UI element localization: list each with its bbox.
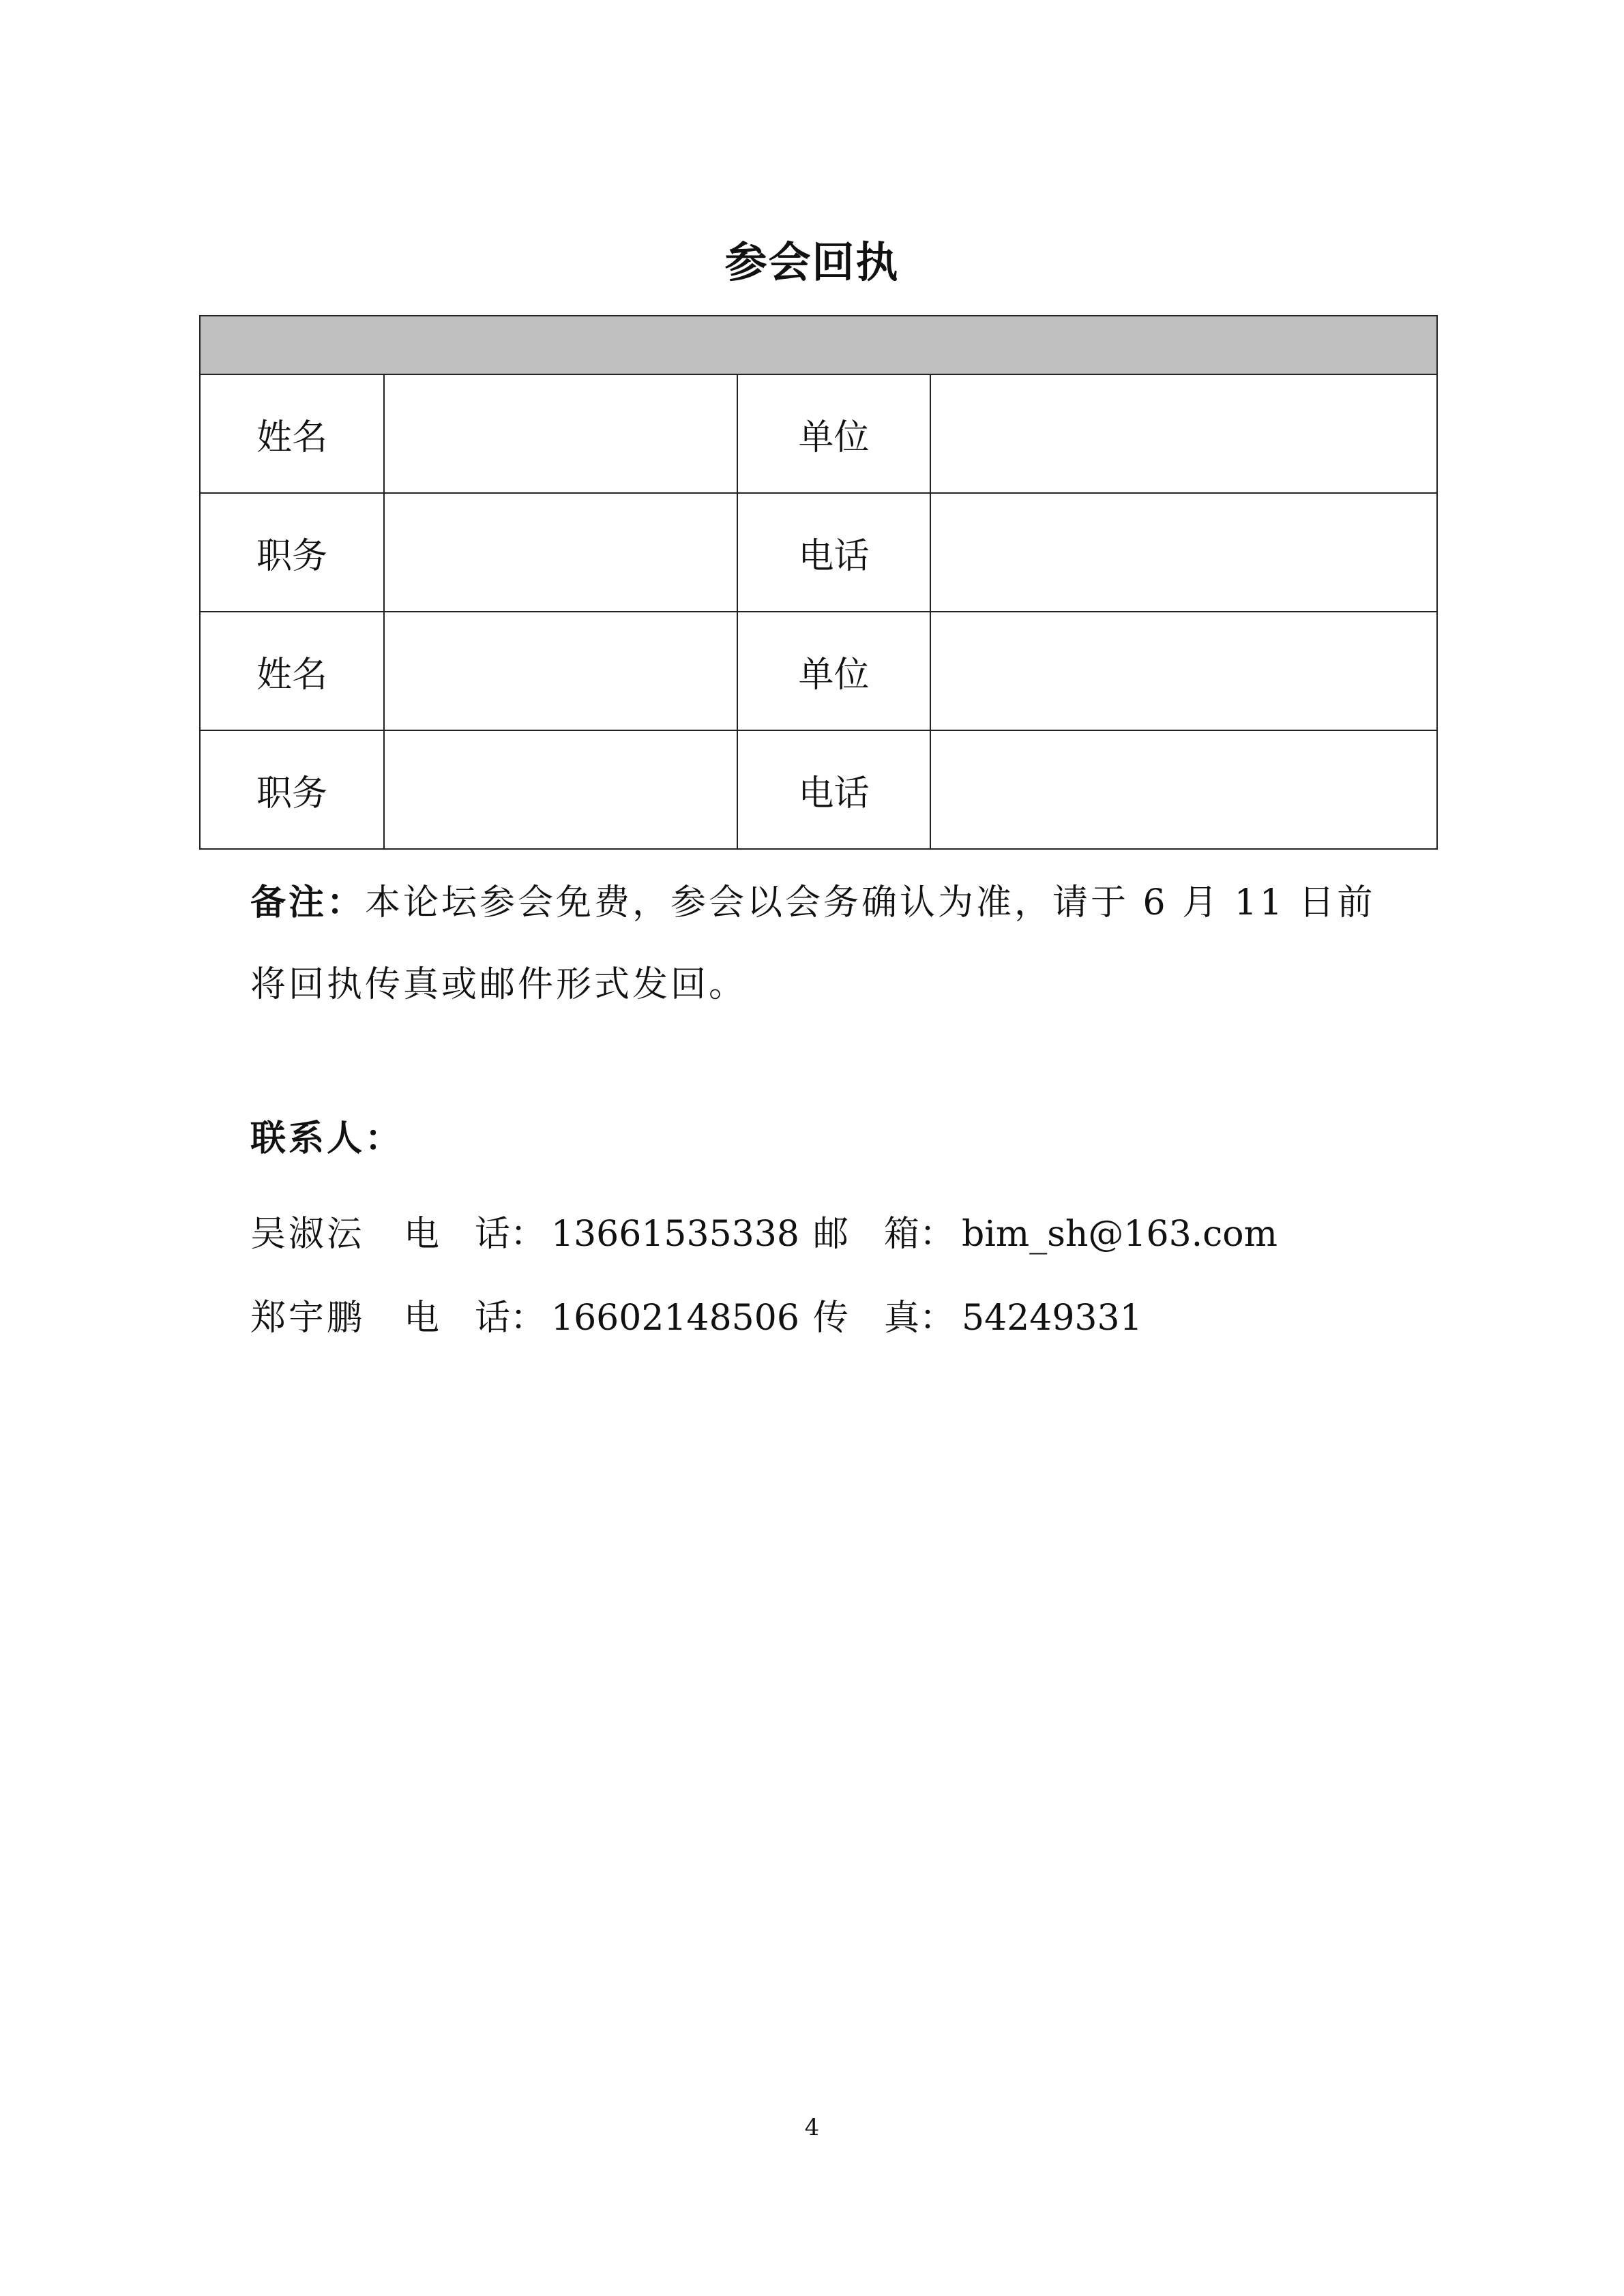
organization-label: 单位 <box>737 374 930 493</box>
form-header-cell <box>200 316 1437 374</box>
contact-phone-value: 16602148506 <box>551 1298 799 1339</box>
position-label: 职务 <box>200 493 384 612</box>
contact-phone-value: 13661535338 <box>551 1214 799 1255</box>
organization-field[interactable] <box>930 374 1437 493</box>
contact-fax-value: 54249331 <box>962 1298 1142 1339</box>
page-title: 参会回执 <box>724 237 900 287</box>
remark-label: 备注： <box>250 882 366 923</box>
contacts-title: 联系人： <box>250 1118 404 1159</box>
form-row <box>200 730 1437 849</box>
contact-phone-label: 电 话： <box>404 1214 546 1255</box>
position-field[interactable] <box>384 493 737 612</box>
name-field[interactable] <box>384 612 737 730</box>
form-header-bar <box>200 316 1437 374</box>
form-row <box>200 374 1437 493</box>
page-number: 4 <box>804 2114 820 2141</box>
phone-label: 电话 <box>737 493 930 612</box>
phone-label: 电话 <box>737 730 930 849</box>
registration-form-table <box>199 315 1438 850</box>
contact-name: 吴淑沄 <box>250 1214 366 1255</box>
remark-text: 本论坛参会免费，参会以会务确认为准，请于 6 月 11 日前将回执传真或邮件形式发回。 <box>250 882 1376 1005</box>
phone-field[interactable] <box>930 493 1437 612</box>
contact-email-label: 邮 箱： <box>813 1214 956 1255</box>
position-label: 职务 <box>200 730 384 849</box>
position-field[interactable] <box>384 730 737 849</box>
remark-paragraph <box>250 862 1396 1026</box>
contact-email-value[interactable]: bim_sh@163.com <box>962 1214 1278 1255</box>
organization-field[interactable] <box>930 612 1437 730</box>
form-row <box>200 493 1437 612</box>
name-label: 姓名 <box>200 612 384 730</box>
form-row <box>200 612 1437 730</box>
name-field[interactable] <box>384 374 737 493</box>
contact-fax-label: 传 真： <box>813 1298 956 1339</box>
contact-name: 郑宇鹏 <box>250 1298 366 1339</box>
phone-field[interactable] <box>930 730 1437 849</box>
organization-label: 单位 <box>737 612 930 730</box>
contact-phone-label: 电 话： <box>404 1298 546 1339</box>
name-label: 姓名 <box>200 374 384 493</box>
